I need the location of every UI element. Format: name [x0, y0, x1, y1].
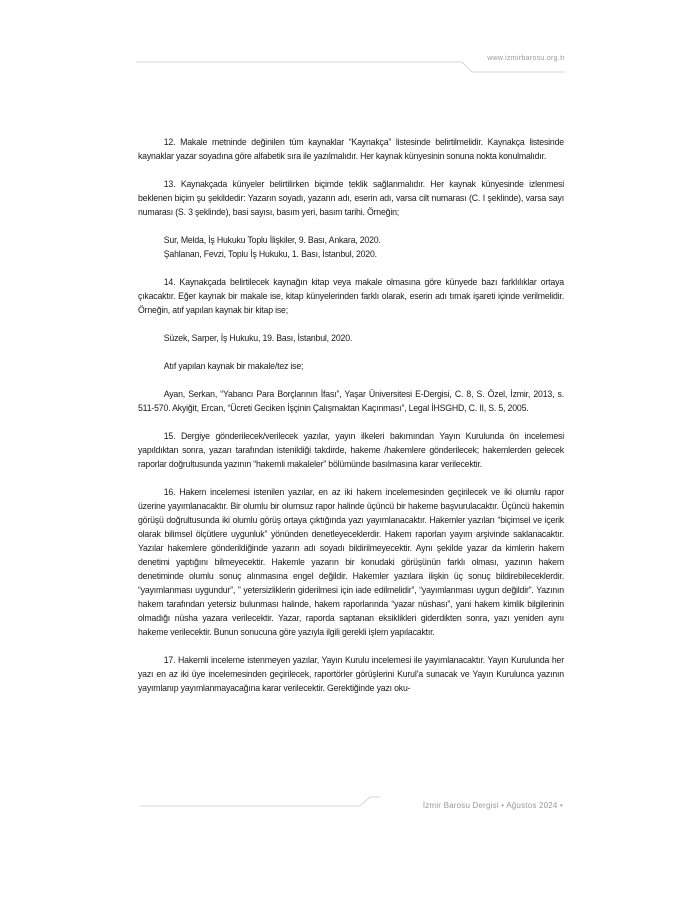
reference-sur: Sur, Melda, İş Hukuku Toplu İlişkiler, 9. Bası, Ankara, 2020.: [163, 235, 381, 246]
reference-suzek: Süzek, Sarper, İş Hukuku, 19. Bası, İstanbul, 2020.: [163, 333, 353, 344]
reference-ayan-akyigit: Ayan, Serkan, “Yabancı Para Borçlarının İfası”, Yaşar Üniversitesi E-Dergisi, C. 8, S. Özel, İzmir, 2013, s. 511-570. Akyiğit, Ercan, “Ücreti Geciken İşçinin Çalışmaktan Kaçınması”, Legal İHSGHD, C. II, S. 5, 2005.: [138, 389, 564, 414]
paragraph-12: 12. Makale metninde değinilen tüm kaynaklar “Kaynakça” listesinde belirtilmelidir. Kaynakça listesinde kaynaklar yazar soyadına göre alfabetik sıra ile yazılmalıdır. Her kaynak künyesinin sonuna nokta konulmalıdır.: [138, 137, 564, 162]
reference-sahlanan: Şahlanan, Fevzi, Toplu İş Hukuku, 1. Bası, İstanbul, 2020.: [163, 249, 377, 260]
paragraph-14: 14. Kaynakçada belirtilecek kaynağın kitap veya makale olmasına göre künyede bazı farklılıklar ortaya çıkacaktır. Eğer kaynak bir makale ise, kitap künyelerinden farklı olarak, eserin adı tırnak işareti içinde verilmelidir. Örneğin, atıf yapılan kaynak bir kitap ise;: [138, 277, 564, 316]
paragraph-16: 16. Hakem incelemesi istenilen yazılar, en az iki hakem incelemesinden geçirilecek ve iki olumlu rapor üzerine yayımlanacaktır. Bir olumlu bir olumsuz rapor halinde üçüncü bir hakeme başvurulacaktır. Üçüncü hakemin görüşü doğrultusunda iki olumlu görüş ortaya çıktığında yazı yayımlanacaktır. Hakemler yazıları “biçimsel ve içerik olarak bilimsel ölçütlere uygunluk” yönünden denetleyeceklerdir. Hakem raporları yayım arşivinde saklanacaktır. Yazılar hakemlere gönderildiğinde yazarın adı soyadı bildirilmeyecektir. Aynı şekilde yazar da kimlerin hakem denetimi yaptığını bilmeyecektir. Hakemle yazarın bir konudaki görüşünün farklı olması, yazının hakem denetiminde olumlu sonuç alınmasına engel değildir. Hakemler yazılara ilişkin üç sonuç bildirebileceklerdir. “yayımlanması uygundur”, ” yetersizliklerin giderilmesi için iade edilmelidir”, “yayımlanması uygun değildir”. Yazının hakem tarafından yetersiz bulunması halinde, hakem raporlarında “yazar nüshası”, yani hakem kimlik bilgilerinin olmadığı nüsha yazara verilecektir. Yazar, raporda saptanan eksiklikleri giderdikten sonra, yazı yeniden aynı hakeme verilecektir. Bunun sonucuna göre yazıyla ilgili gerekli işlem yapılacaktır.: [138, 487, 564, 638]
footer-rule: [140, 797, 380, 806]
header-rule: [136, 62, 565, 72]
paragraph-17: 17. Hakemli inceleme istenmeyen yazılar, Yayın Kurulu incelemesi ile yayımlanacaktır. Yayın Kurulunda her yazı en az iki üye incelemesinden geçirilecek, raportörler görüşlerini Kurul’a sunacak ve Yayın Kurulunca yazının yayımlanıp yayımlanmayacağına karar verilecektir. Gerektiğinde yazı oku-: [138, 655, 564, 694]
paragraph-15: 15. Dergiye gönderilecek/verilecek yazılar, yayın ilkeleri bakımından Yayın Kurulunda ön incelemesi yapıldıktan sonra, yazarı tarafından istenildiği takdirde, hakeme /hakemlere gönderilecek; hakemlerden gelecek raporlar doğrultusunda yazının “hakemli makaleler” bölümünde basılmasına karar verilecektir.: [138, 431, 564, 470]
header-url: www.izmirbarosu.org.tr: [487, 55, 565, 62]
footer-journal-info: İzmir Barosu Dergisi • Ağustos 2024 •: [422, 801, 563, 810]
paragraph-13: 13. Kaynakçada künyeler belirtilirken biçimde teklik sağlanmalıdır. Her kaynak künyesinde izlenmesi beklenen biçim şu şekildedir: Yazarın soyadı, yazarın adı, eserin adı, varsa cilt numarası (C. I şeklinde), varsa sayı numarası (S. 3 şeklinde), basi sayısı, basım yeri, basım tarihi. Örneğin;: [138, 179, 564, 218]
page-body: [138, 136, 564, 696]
article-reference-intro: Atıf yapılan kaynak bir makale/tez ise;: [163, 361, 304, 372]
